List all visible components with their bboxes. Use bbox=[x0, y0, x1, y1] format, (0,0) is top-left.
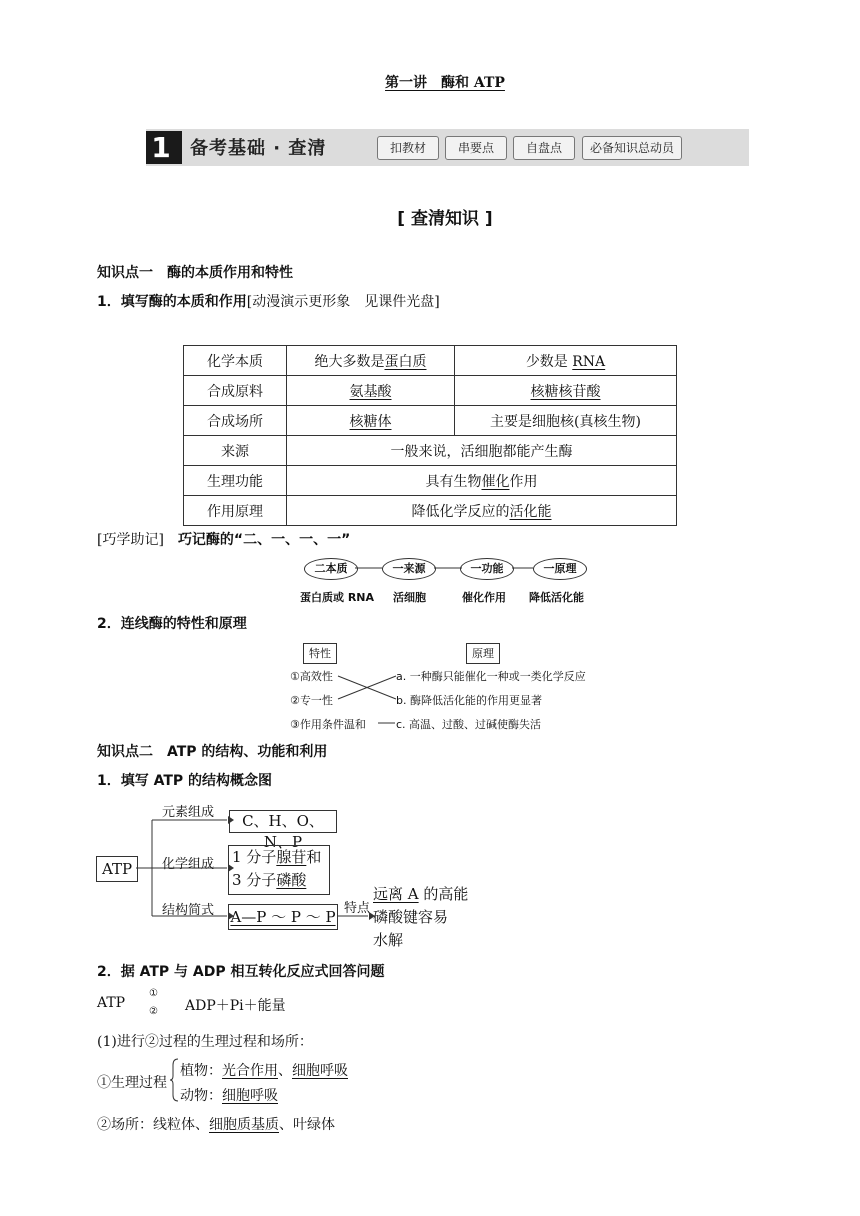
reaction-left: ATP bbox=[97, 995, 126, 1011]
kp1-heading: 知识点一 酶的本质作用和特性 bbox=[97, 265, 293, 281]
kp1-item1: 1．填写酶的本质和作用[动漫演示更形象 见课件光盘] bbox=[97, 294, 440, 310]
oval-two-nature: 二本质 bbox=[304, 558, 358, 580]
kp1-item2: 2．连线酶的特性和原理 bbox=[97, 616, 247, 632]
kp2-item2: 2．据 ATP 与 ADP 相互转化反应式回答问题 bbox=[97, 964, 385, 980]
tag-essential-knowledge: 必备知识总动员 bbox=[582, 136, 682, 160]
table-row: 生理功能 具有生物催化作用 bbox=[184, 466, 677, 496]
label-feature: 特点 bbox=[344, 901, 371, 916]
chemical-composition-box: 1 分子腺苷和 3 分子磷酸 bbox=[228, 845, 330, 895]
kp2-item1: 1．填写 ATP 的结构概念图 bbox=[97, 773, 273, 789]
atp-root-box: ATP bbox=[96, 856, 138, 882]
plant-line: 植物：光合作用、细胞呼吸 bbox=[180, 1063, 348, 1079]
label-element-composition: 元素组成 bbox=[162, 805, 215, 820]
table-row: 来源 一般来说，活细胞都能产生酶 bbox=[184, 436, 677, 466]
memory-tip: [巧学助记] 巧记酶的“二、一、一、一” bbox=[97, 532, 351, 548]
structural-formula-box: A—P ～ P ～ P bbox=[228, 904, 338, 930]
label-structural-formula: 结构简式 bbox=[162, 903, 215, 918]
banner-title: 备考基础 · 查清 bbox=[190, 138, 327, 159]
feature-text: 远离 A 的高能 磷酸键容易 水解 bbox=[373, 885, 469, 949]
elements-box: C、H、O、N、P bbox=[229, 810, 337, 833]
tag-textbook: 扣教材 bbox=[377, 136, 439, 160]
matching-lines bbox=[330, 665, 410, 730]
page-title: 第一讲 酶和 ATP bbox=[385, 75, 505, 91]
animation-note: [动漫演示更形象 见课件光盘] bbox=[246, 294, 440, 310]
animal-line: 动物：细胞呼吸 bbox=[180, 1088, 278, 1104]
table-row: 合成原料 氨基酸 核糖核苷酸 bbox=[184, 376, 677, 406]
tag-self-check: 自盘点 bbox=[513, 136, 575, 160]
site-line: ②场所：线粒体、细胞质基质、叶绿体 bbox=[97, 1117, 335, 1133]
label-lower-activation: 降低活化能 bbox=[529, 591, 584, 604]
principle-c: c. 高温、过酸、过碱使酶失活 bbox=[396, 718, 542, 731]
principle-b: b. 酶降低活化能的作用更显著 bbox=[396, 694, 542, 707]
banner-number: 1 bbox=[146, 131, 176, 164]
table-row: 合成场所 核糖体 主要是细胞核(真核生物) bbox=[184, 406, 677, 436]
reaction-backward: ② bbox=[149, 1006, 158, 1017]
property-high-efficiency: ①高效性 bbox=[290, 670, 333, 683]
table-row: 化学本质 绝大多数是蛋白质 少数是 RNA bbox=[184, 346, 677, 376]
property-mild-conditions: ③作用条件温和 bbox=[290, 718, 366, 731]
label-chemical-composition: 化学组成 bbox=[162, 857, 215, 872]
table-row: 作用原理 降低化学反应的活化能 bbox=[184, 496, 677, 526]
brace-icon bbox=[170, 1058, 180, 1102]
section-heading: [ 查清知识 ] bbox=[397, 209, 493, 229]
property-specificity: ②专一性 bbox=[290, 694, 333, 707]
oval-one-function: 一功能 bbox=[460, 558, 514, 580]
enzyme-table bbox=[183, 345, 677, 526]
label-catalysis: 催化作用 bbox=[462, 591, 506, 604]
header-principles: 原理 bbox=[466, 643, 500, 664]
header-properties: 特性 bbox=[303, 643, 337, 664]
reaction-forward: ① bbox=[149, 988, 158, 999]
reaction-right: ADP＋Pi＋能量 bbox=[185, 998, 286, 1014]
question-1: (1)进行②过程的生理过程和场所： bbox=[97, 1034, 313, 1050]
section-banner bbox=[146, 129, 749, 166]
process-label: ①生理过程 bbox=[97, 1075, 167, 1091]
principle-a: a. 一种酶只能催化一种或一类化学反应 bbox=[396, 670, 586, 683]
label-living-cell: 活细胞 bbox=[393, 591, 426, 604]
label-protein-rna: 蛋白质或 RNA bbox=[300, 591, 375, 604]
oval-one-principle: 一原理 bbox=[533, 558, 587, 580]
tag-key-points: 串要点 bbox=[445, 136, 507, 160]
kp2-heading: 知识点二 ATP 的结构、功能和利用 bbox=[97, 744, 328, 760]
oval-one-source: 一来源 bbox=[382, 558, 436, 580]
